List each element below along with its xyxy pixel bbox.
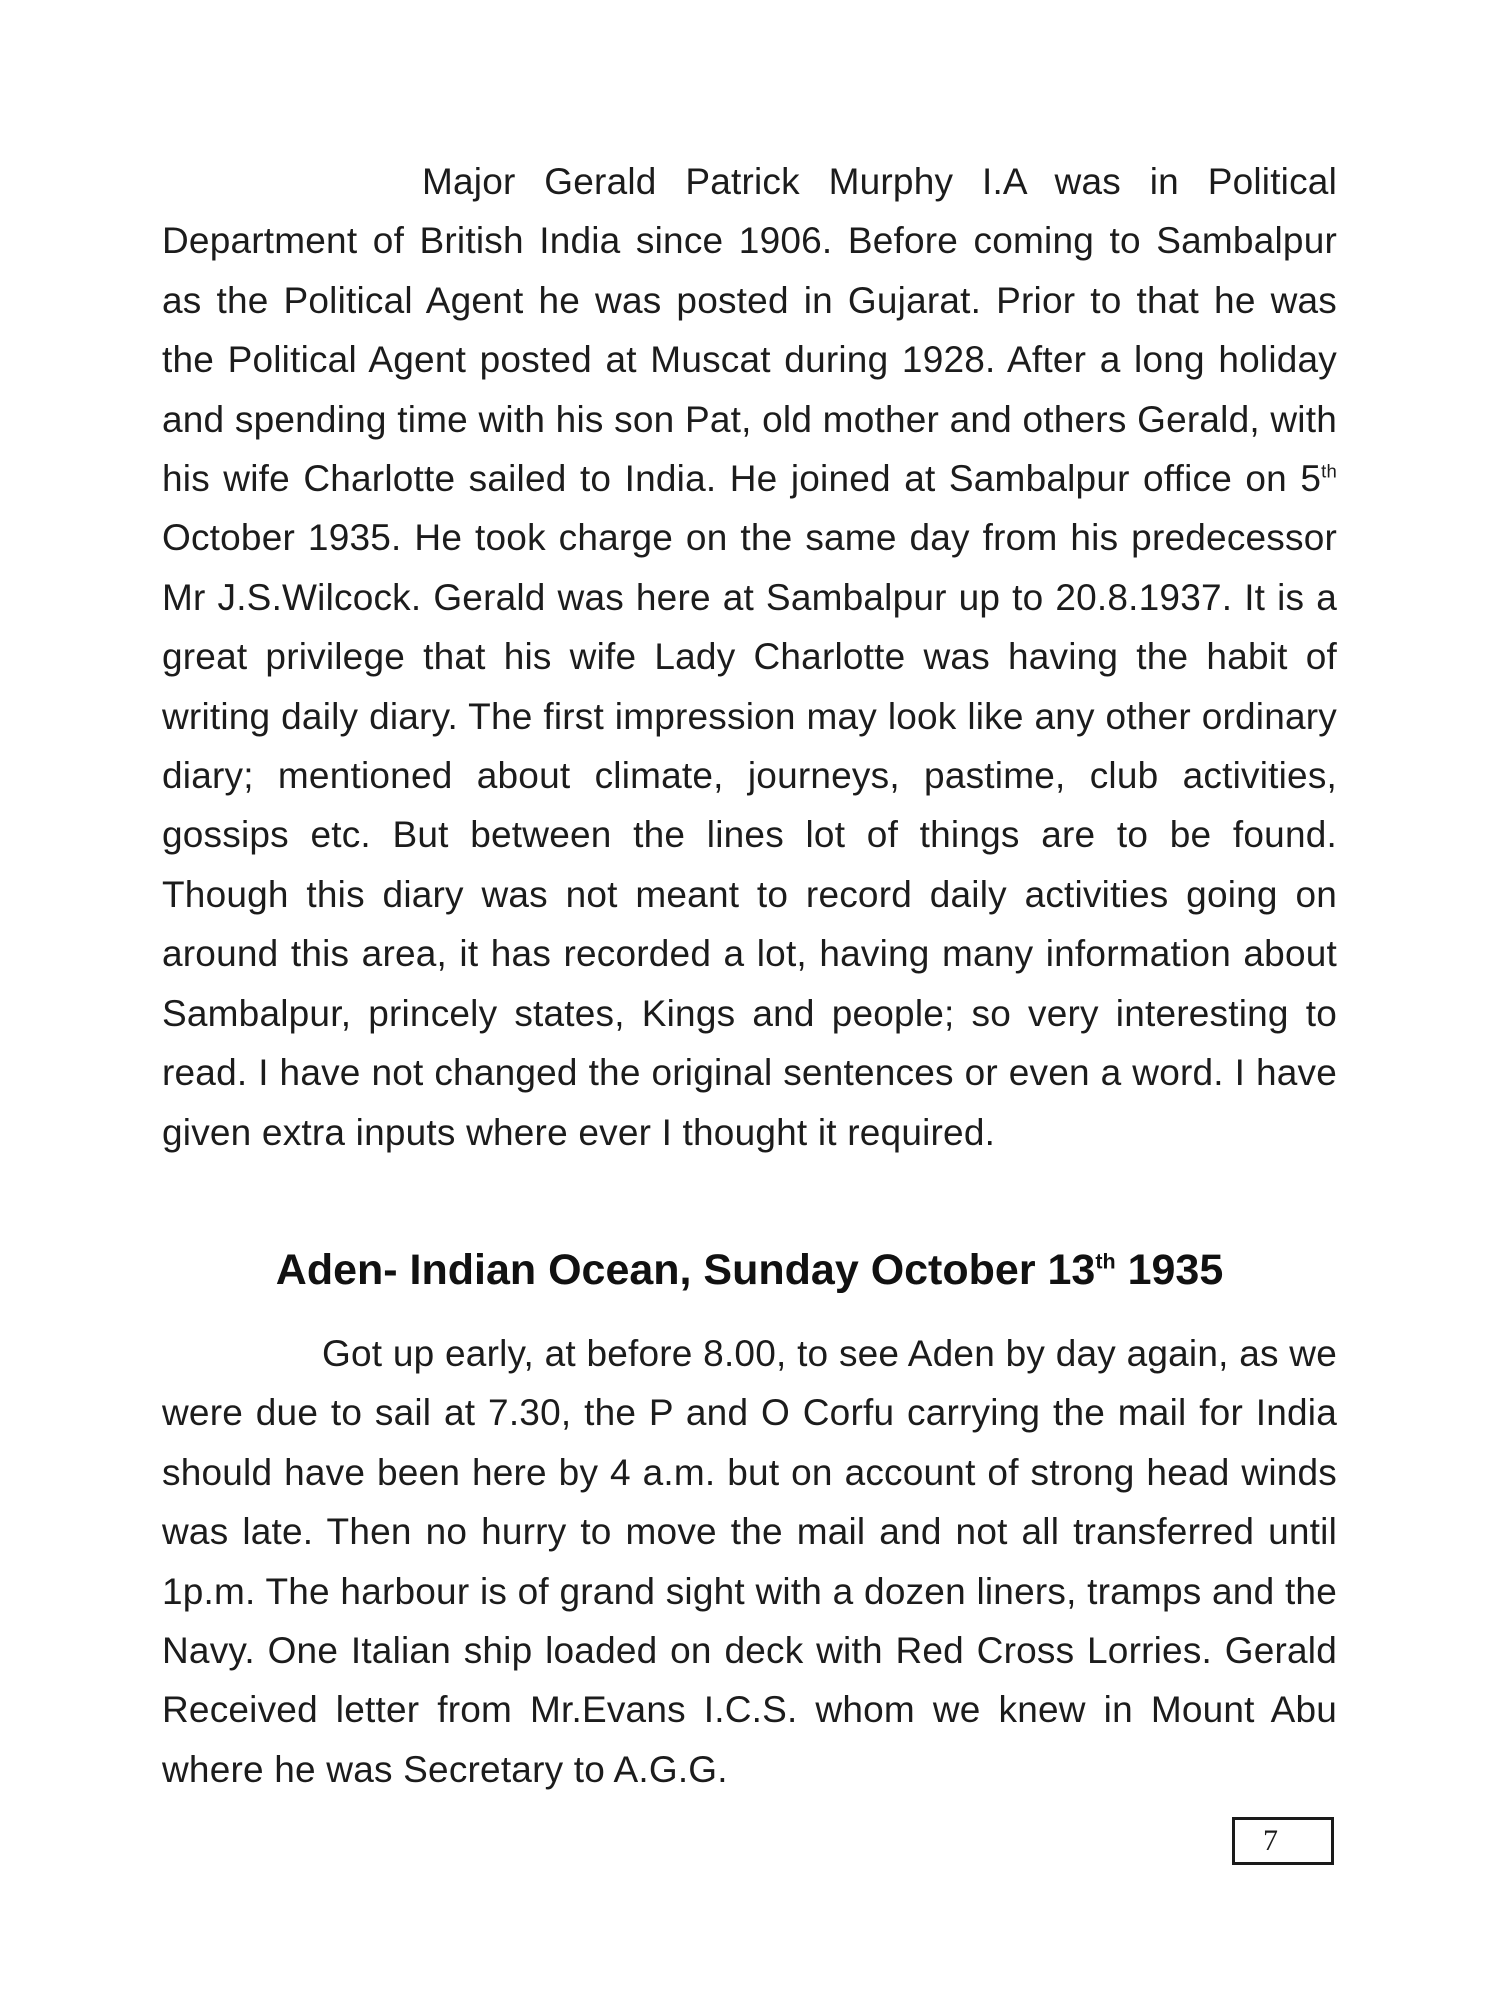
- heading-text-end: 1935: [1115, 1246, 1224, 1294]
- page-number: 7: [1263, 1824, 1278, 1857]
- ordinal-suffix: th: [1321, 460, 1337, 482]
- page-number-box: [1232, 1817, 1334, 1865]
- heading-text-start: Aden- Indian Ocean, Sunday October 13: [275, 1246, 1096, 1294]
- diary-entry-paragraph: [162, 1324, 1337, 1799]
- diary-entry-heading: [162, 1240, 1337, 1300]
- heading-ordinal-suffix: th: [1095, 1249, 1116, 1274]
- intro-paragraph: [162, 152, 1337, 1162]
- diary-entry-text: Got up early, at before 8.00, to see Aden by day again, as we were due to sail at 7.30, the P and O Corfu carrying the mail for India should have been here by 4 a.m. but on account of strong head winds was late. Then no hurry to move the mail and not all transferred until 1p.m. The harbour is of grand sight with a dozen liners, tramps and the Navy. One Italian ship loaded on deck with Red Cross Lorries. Gerald Received letter from Mr.Evans I.C.S. whom we knew in Mount Abu where he was Secretary to A.G.G.: [162, 1333, 1337, 1790]
- intro-paragraph-text-end: October 1935. He took charge on the same day from his predecessor Mr J.S.Wilcock. Gerald was here at Sambalpur up to 20.8.1937. It is a great privilege that his wife Lady Charlotte was having the habit of writing daily diary. The first impression may look like any other ordinary diary; mentioned about climate, journeys, pastime, club activities, gossips etc. But between the lines lot of things are to be found. Though this diary was not meant to record daily activities going on around this area, it has recorded a lot, having many information about Sambalpur, princely states, Kings and people; so very interesting to read. I have not changed the original sentences or even a word. I have given extra inputs where ever I thought it required.: [162, 517, 1337, 1153]
- intro-paragraph-text-start: Major Gerald Patrick Murphy I.A was in Political Department of British India since 1906. Before coming to Sambalpur as the Political Agent he was posted in Gujarat. Prior to that he was the Political Agent posted at Muscat during 1928. After a long holiday and spending time with his son Pat, old mother and others Gerald, with his wife Charlotte sailed to India. He joined at Sambalpur office on 5: [162, 161, 1337, 500]
